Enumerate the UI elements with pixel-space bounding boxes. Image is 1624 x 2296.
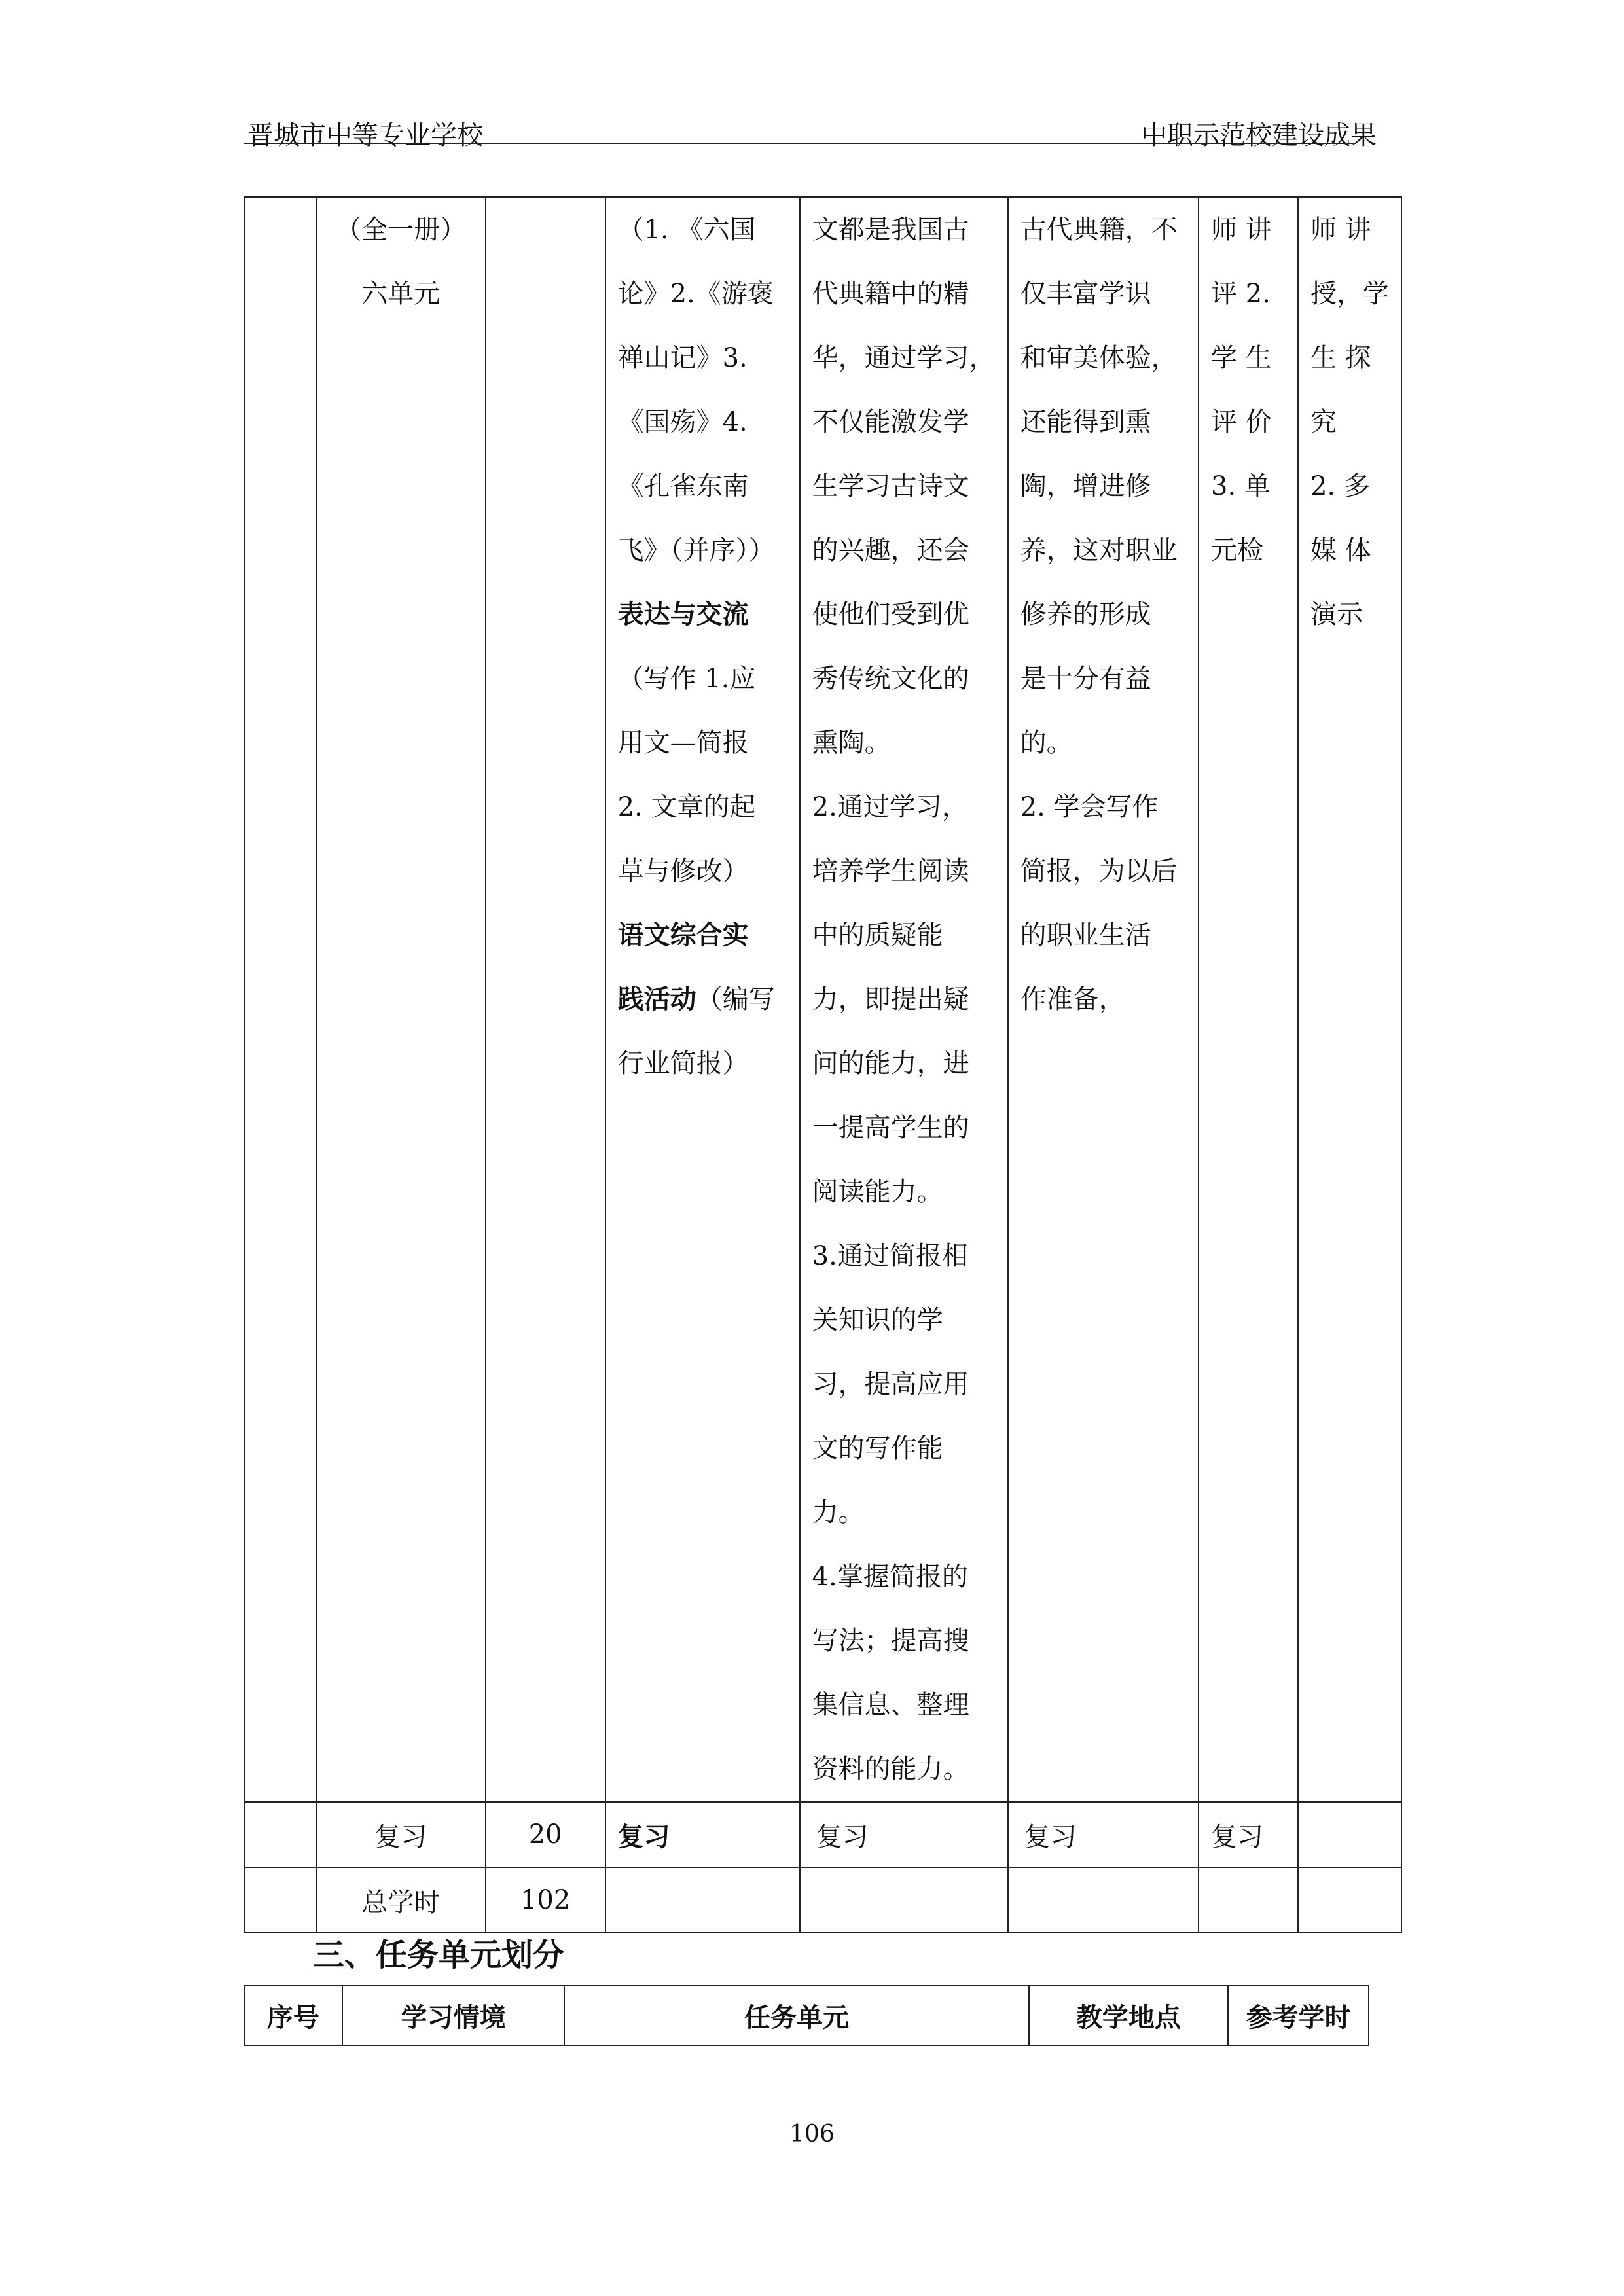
- cell-empty: [244, 1867, 316, 1933]
- section-heading: 三、任务单元划分: [313, 1937, 565, 1973]
- goal-line: 文的写作能: [812, 1433, 943, 1463]
- goal-line: 文都是我国古: [812, 215, 969, 245]
- table-row-review: [244, 1802, 1401, 1867]
- goal-line: 生学习古诗文: [812, 471, 969, 501]
- method-line: 媒 体: [1310, 535, 1371, 565]
- cell-unit: [316, 197, 486, 1802]
- unit-line: 六单元: [361, 279, 441, 309]
- content-line: 行业简报）: [617, 1049, 749, 1079]
- review-goals: 复习: [800, 1802, 1008, 1867]
- content-line: 禅山记》3.: [617, 343, 748, 373]
- review-label: 复习: [316, 1802, 486, 1867]
- evaluation-line: 师 讲: [1211, 215, 1272, 245]
- goal-line: 秀传统文化的: [812, 664, 969, 694]
- content-line: 用文—简报: [617, 728, 749, 758]
- cell-quality: [1008, 197, 1199, 1802]
- header-reference-hours: 参考学时: [1228, 1986, 1369, 2045]
- goal-line: 关知识的学: [812, 1305, 943, 1335]
- content-line: 草与修改）: [617, 856, 749, 886]
- quality-line: 古代典籍，不: [1020, 215, 1178, 245]
- goal-line: 力。: [812, 1498, 865, 1528]
- task-unit-table: [244, 1985, 1369, 2046]
- page-number: 106: [789, 2121, 835, 2147]
- goal-line: 写法；提高搜: [812, 1626, 969, 1656]
- quality-line: 简报，为以后: [1020, 856, 1178, 886]
- content-heading-practice: 语文综合实: [617, 920, 749, 950]
- goal-line: 一提高学生的: [812, 1113, 969, 1143]
- quality-line: 作准备，: [1020, 984, 1125, 1014]
- evaluation-line: 3. 单: [1211, 471, 1271, 501]
- review-content: 复习: [605, 1802, 800, 1867]
- quality-line: 的。: [1020, 728, 1073, 758]
- content-line: （1. 《六国: [617, 215, 756, 245]
- unit-line: （全一册）: [335, 215, 467, 245]
- cell-empty: [244, 197, 316, 1802]
- content-line: 《孔雀东南: [617, 471, 749, 501]
- content-line: 论》2.《游褒: [617, 279, 774, 309]
- review-evaluation: 复习: [1199, 1802, 1298, 1867]
- cell-empty: [1008, 1867, 1199, 1933]
- goal-line: 不仅能激发学: [812, 407, 969, 437]
- quality-line: 修养的形成: [1020, 600, 1151, 630]
- goal-line: 培养学生阅读: [812, 856, 969, 886]
- header-school-name: 晋城市中等专业学校: [247, 120, 483, 151]
- review-hours: 20: [486, 1802, 605, 1867]
- quality-line: 和审美体验，: [1020, 343, 1178, 373]
- content-heading-practice-tail: 践活动: [617, 984, 696, 1014]
- content-line: 飞》（并序））: [617, 535, 775, 565]
- goal-line: 使他们受到优: [812, 600, 969, 630]
- cell-empty: [244, 1802, 316, 1867]
- evaluation-line: 评 价: [1211, 407, 1272, 437]
- content-line: [618, 967, 787, 1031]
- header-document-title: 中职示范校建设成果: [1141, 120, 1377, 151]
- header-task-unit: 任务单元: [564, 1986, 1028, 2045]
- cell-empty: [1298, 1802, 1401, 1867]
- cell-empty: [1199, 1867, 1298, 1933]
- evaluation-line: 元检: [1211, 535, 1263, 565]
- method-line: 师 讲: [1310, 215, 1371, 245]
- header-index: 序号: [244, 1986, 342, 2045]
- method-line: 授，学: [1310, 279, 1389, 309]
- quality-line: 还能得到熏: [1020, 407, 1151, 437]
- method-line: 生 探: [1310, 343, 1371, 373]
- method-line: 演示: [1310, 600, 1363, 630]
- cell-empty: [800, 1867, 1008, 1933]
- cell-hours: [486, 197, 605, 1802]
- total-hours: 102: [486, 1867, 605, 1933]
- quality-line: 陶，增进修: [1020, 471, 1151, 501]
- goal-line: 的兴趣，还会: [812, 535, 969, 565]
- total-label: 总学时: [316, 1867, 486, 1933]
- goal-line: 代典籍中的精: [812, 279, 969, 309]
- cell-method: [1298, 197, 1401, 1802]
- review-quality: 复习: [1008, 1802, 1199, 1867]
- content-line: 《国殇》4.: [617, 407, 748, 437]
- goal-line: 中的质疑能: [812, 920, 943, 950]
- content-line: 2. 文章的起: [617, 792, 756, 822]
- quality-line: 仅丰富学识: [1020, 279, 1151, 309]
- goal-line: 问的能力，进: [812, 1049, 969, 1079]
- method-line: 究: [1310, 407, 1337, 437]
- header-rule: [244, 143, 1356, 144]
- evaluation-line: 评 2.: [1211, 279, 1271, 309]
- table-row-unit: [244, 197, 1401, 1802]
- cell-content: [605, 197, 800, 1802]
- table-row-total: [244, 1867, 1401, 1933]
- content-heading-expression: 表达与交流: [617, 599, 749, 630]
- goal-line: 华，通过学习，: [812, 343, 996, 373]
- cell-empty: [605, 1867, 800, 1933]
- header-learning-context: 学习情境: [342, 1986, 565, 2045]
- cell-evaluation: [1199, 197, 1298, 1802]
- course-plan-table: [244, 196, 1402, 1933]
- quality-line: 的职业生活: [1020, 920, 1151, 950]
- goal-line: 集信息、整理: [812, 1690, 969, 1720]
- method-line: 2. 多: [1310, 471, 1370, 501]
- goal-line: 4.掌握简报的: [812, 1562, 968, 1592]
- quality-line: 是十分有益: [1020, 664, 1151, 694]
- goal-line: 力，即提出疑: [812, 984, 969, 1014]
- content-line-tail: （编写: [696, 984, 775, 1014]
- goal-line: 阅读能力。: [812, 1177, 943, 1207]
- goal-line: 3.通过简报相: [812, 1241, 968, 1271]
- goal-line: 熏陶。: [812, 728, 891, 758]
- quality-line: 养，这对职业: [1020, 535, 1178, 565]
- cell-goals: [800, 197, 1008, 1802]
- goal-line: 习，提高应用: [812, 1369, 969, 1399]
- goal-line: 2.通过学习，: [812, 792, 968, 822]
- content-line: （写作 1.应: [617, 664, 756, 694]
- evaluation-line: 学 生: [1211, 343, 1272, 373]
- quality-line: 2. 学会写作: [1020, 792, 1159, 822]
- header-teaching-location: 教学地点: [1029, 1986, 1229, 2045]
- goal-line: 资料的能力。: [812, 1754, 969, 1784]
- cell-empty: [1298, 1867, 1401, 1933]
- task-table-header-row: [244, 1986, 1369, 2045]
